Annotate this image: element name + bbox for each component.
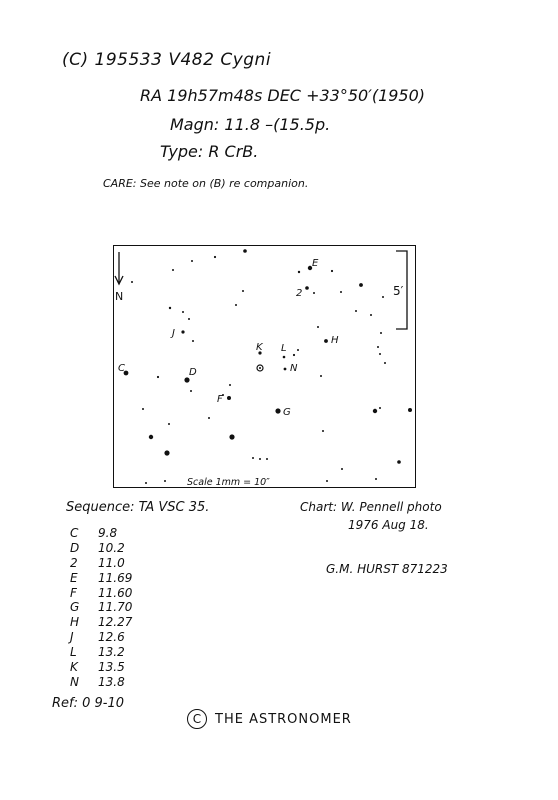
sequence-row [70, 571, 132, 586]
header-coordinates: RA 19h57m48s DEC +33°50′(1950) [140, 86, 426, 105]
star [355, 310, 357, 312]
sequence-magnitude: 11.60 [98, 585, 133, 600]
star [266, 458, 268, 460]
sequence-row [70, 541, 132, 556]
star-label-l: L [281, 343, 287, 354]
star [192, 340, 194, 342]
star [227, 396, 231, 400]
sequence-magnitude: 13.8 [98, 674, 125, 689]
star-label-n: N [290, 363, 298, 374]
sequence-row [70, 675, 132, 690]
sequence-star-id: E [70, 570, 78, 585]
star-label-2: 2 [296, 288, 303, 299]
sequence-star-id: H [70, 615, 80, 630]
sequence-magnitude: 10.2 [98, 540, 125, 555]
north-arrow-icon [115, 252, 123, 284]
star-label-h: H [331, 335, 339, 346]
star [298, 271, 300, 273]
sequence-star-id: 2 [70, 555, 78, 570]
star [284, 368, 287, 371]
header-title: (C) 195533 V482 Cygni [62, 50, 272, 70]
star [188, 318, 190, 320]
sequence-list [70, 526, 132, 690]
star [214, 256, 216, 258]
star [340, 291, 342, 293]
sequence-magnitude: 12.27 [98, 615, 133, 630]
star [375, 478, 377, 480]
sequence-star-id: D [70, 540, 80, 555]
sequence-star-id: K [70, 660, 78, 675]
chart-credit: Chart: W. Pennell photo [300, 500, 442, 514]
star [142, 408, 144, 410]
scale-caption: Scale 1mm = 10″ [187, 477, 270, 488]
star [397, 460, 401, 464]
sequence-magnitude: 11.70 [98, 600, 133, 615]
star [172, 269, 174, 271]
star [149, 435, 153, 439]
copyright-text: THE ASTRONOMER [215, 712, 352, 727]
star [191, 260, 193, 262]
header-type: Type: R CrB. [160, 142, 259, 161]
star [382, 296, 384, 298]
copyright-icon: C [187, 709, 207, 729]
star [283, 356, 286, 359]
star [373, 409, 377, 413]
sequence-row [70, 630, 132, 645]
star [359, 283, 363, 287]
star [341, 468, 343, 470]
sequence-row [70, 526, 132, 541]
star [235, 304, 237, 306]
sequence-star-id: J [70, 630, 74, 645]
sequence-row [70, 660, 132, 675]
sequence-row [70, 615, 132, 630]
sequence-star-id: C [70, 526, 79, 540]
star [297, 349, 299, 351]
sequence-row [70, 586, 132, 601]
sequence-star-id: L [70, 645, 77, 660]
star-label-k: K [256, 342, 263, 353]
star-label-c: C [118, 363, 125, 374]
star-label-j: J [172, 328, 175, 339]
star [324, 339, 328, 343]
star [317, 326, 319, 328]
star [184, 377, 189, 382]
star [275, 408, 280, 413]
star [182, 311, 184, 313]
field-stars [124, 249, 412, 484]
star-label-g: G [283, 407, 291, 418]
star-label-e: E [312, 258, 319, 269]
sequence-star-id: N [70, 674, 79, 689]
sequence-star-id: G [70, 600, 80, 615]
star [408, 408, 412, 412]
star [164, 450, 169, 455]
sequence-magnitude: 12.6 [98, 630, 125, 645]
star [305, 286, 309, 290]
sequence-magnitude: 11.0 [98, 555, 125, 570]
star [384, 362, 386, 364]
star [331, 270, 333, 272]
star [190, 390, 192, 392]
sequence-row [70, 600, 132, 615]
variable-star-marker [257, 365, 263, 371]
header-magnitude: Magn: 11.8 –(15.5p. [170, 115, 331, 134]
finder-chart [113, 245, 416, 488]
star [145, 482, 147, 484]
star-label-f: F [217, 394, 223, 405]
sequence-magnitude: 13.2 [98, 645, 125, 660]
star [320, 375, 322, 377]
star [164, 480, 166, 482]
sequence-magnitude: 11.69 [98, 570, 133, 585]
star [252, 457, 254, 459]
star [229, 434, 234, 439]
star [157, 376, 159, 378]
star [243, 249, 247, 253]
star [379, 353, 381, 355]
chart-credit-date: 1976 Aug 18. [348, 518, 429, 532]
north-label: N [115, 290, 124, 303]
star [131, 281, 133, 283]
sequence-row [70, 645, 132, 660]
star [379, 407, 381, 409]
star [208, 417, 210, 419]
observer-signature: G.M. HURST 871223 [326, 562, 448, 576]
star [326, 480, 328, 482]
sequence-star-id: F [70, 585, 77, 600]
star [229, 384, 231, 386]
scale-mark-label: 5′ [393, 284, 404, 298]
sequence-title: Sequence: TA VSC 35. [66, 500, 210, 515]
star [377, 346, 379, 348]
sequence-row [70, 556, 132, 571]
star [181, 330, 184, 333]
star [322, 430, 324, 432]
star [259, 458, 261, 460]
copyright-line [187, 709, 352, 729]
star [293, 354, 295, 356]
star [168, 423, 170, 425]
star [169, 307, 171, 309]
sequence-magnitude: 13.5 [98, 660, 125, 675]
sequence-magnitude: 9.8 [98, 526, 118, 540]
reference: Ref: 0 9-10 [52, 696, 125, 711]
star-label-d: D [189, 367, 197, 378]
star [380, 332, 382, 334]
header-note: CARE: See note on (B) re companion. [103, 177, 309, 190]
star [313, 292, 315, 294]
star [242, 290, 244, 292]
star [370, 314, 372, 316]
